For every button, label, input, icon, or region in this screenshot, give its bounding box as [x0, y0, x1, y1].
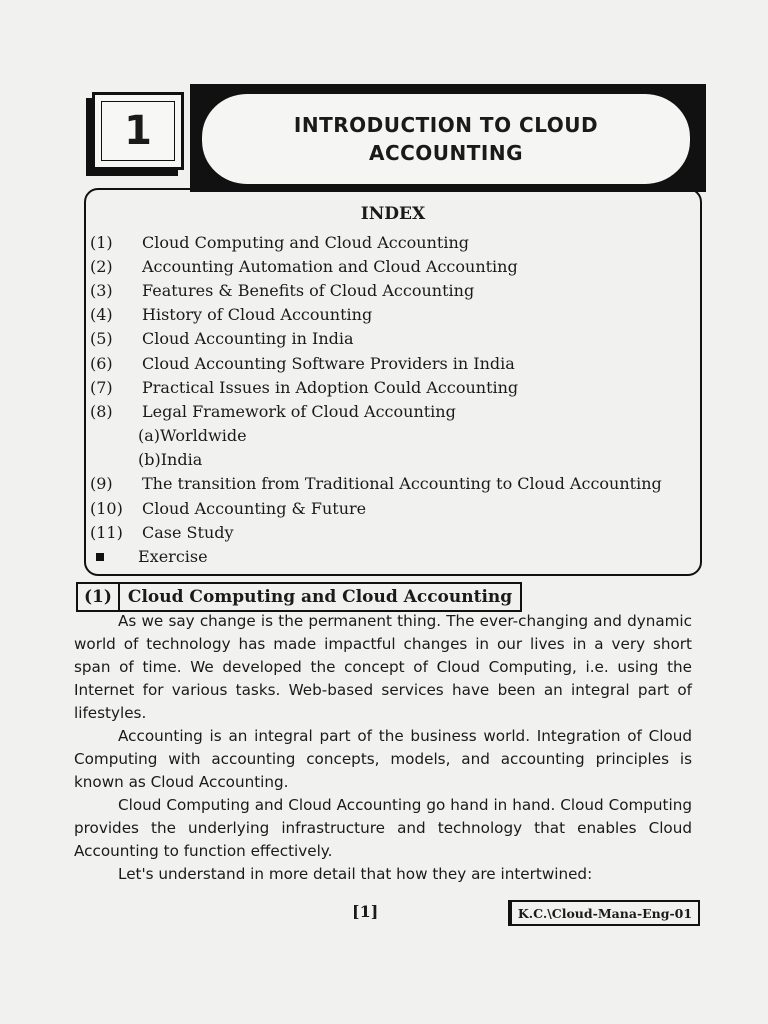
section-number: (1) [78, 584, 120, 610]
index-item-label: The transition from Traditional Accounting to Cloud Accounting [142, 474, 662, 494]
section-heading [76, 582, 522, 612]
index-item [86, 520, 700, 544]
index-item [86, 327, 700, 351]
index-item [86, 254, 700, 278]
index-subitem-label: India [160, 450, 203, 470]
index-item [86, 351, 700, 375]
paragraph: As we say change is the permanent thing. The ever-changing and dynamic world of technology has made impactful changes in our lives in a very short span of time. We developed the concept of Cloud Computing, i.e. using the Internet for various tasks. Web-based services have been an integral part of lifestyles. [74, 612, 692, 722]
paragraph: Cloud Computing and Cloud Accounting go hand in hand. Cloud Computing provides the underlying infrastructure and technology that enables Cloud Accounting to function effectively. [74, 796, 692, 860]
index-item-label: Cloud Accounting & Future [142, 498, 367, 518]
index-item-number: (1) [90, 232, 113, 252]
index-subitem [86, 448, 700, 472]
index-item-number: (7) [90, 377, 113, 397]
chapter-title-line-1: INTRODUCTION TO CLOUD [293, 113, 599, 137]
index-box [84, 188, 702, 576]
chapter-number: 1 [124, 108, 152, 154]
index-item-number: (8) [90, 401, 113, 421]
chapter-number-box [92, 92, 184, 170]
index-item-label: Features & Benefits of Cloud Accounting [142, 280, 475, 300]
chapter-title [202, 92, 690, 186]
section-title: Cloud Computing and Cloud Accounting [127, 587, 513, 607]
paragraph: Let's understand in more detail that how they are intertwined: [118, 865, 593, 883]
index-item [86, 496, 700, 520]
index-item-number: (2) [90, 256, 113, 276]
index-item-number: (9) [90, 474, 113, 494]
index-item-label: Practical Issues in Adoption Could Accounting [142, 377, 519, 397]
chapter-title-line-2: ACCOUNTING [368, 141, 524, 165]
index-item-label: Exercise [138, 547, 208, 567]
index-item-label: Accounting Automation and Cloud Accounting [142, 256, 518, 276]
index-item [86, 278, 700, 302]
index-item-number: (6) [90, 353, 113, 373]
index-subitem [86, 424, 700, 448]
index-title: INDEX [360, 204, 426, 224]
index-item [86, 303, 700, 327]
index-item-number: (5) [90, 329, 113, 349]
document-code: K.C.\Cloud-Mana-Eng-01 [508, 900, 700, 926]
index-subitem-number: (a) [138, 426, 161, 446]
index-item-number: (4) [90, 305, 113, 325]
index-item-label: History of Cloud Accounting [142, 305, 373, 325]
index-item-label: Cloud Accounting in India [142, 329, 354, 349]
index-subitem-number: (b) [138, 450, 161, 470]
bullet-icon [96, 553, 104, 561]
index-item [86, 375, 700, 399]
index-item [86, 230, 700, 254]
index-list [86, 230, 700, 569]
index-item [86, 544, 700, 568]
paragraph: Accounting is an integral part of the business world. Integration of Cloud Computing with accounting concepts, models, and accounting principles is known as Cloud Accounting. [74, 727, 692, 791]
index-item [86, 472, 700, 496]
index-item-label: Cloud Accounting Software Providers in India [142, 353, 515, 373]
index-item-label: Case Study [142, 522, 234, 542]
index-item-number: (11) [90, 522, 123, 542]
index-item [86, 399, 700, 423]
index-item-number: (10) [90, 498, 123, 518]
section-body [74, 610, 692, 886]
index-item-label: Cloud Computing and Cloud Accounting [142, 232, 470, 252]
page-number: [1] [352, 902, 379, 921]
index-item-number: (3) [90, 280, 113, 300]
index-item-label: Legal Framework of Cloud Accounting [142, 401, 456, 421]
index-subitem-label: Worldwide [160, 426, 247, 446]
